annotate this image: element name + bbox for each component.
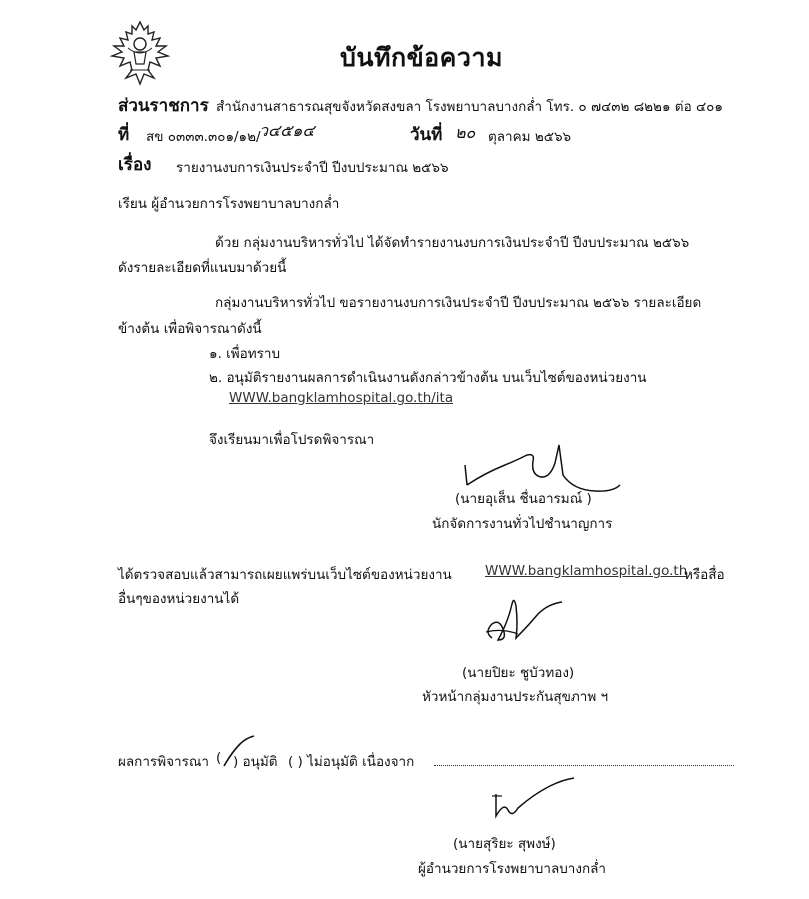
memo-title: บันทึกข้อความ: [340, 43, 503, 72]
decision-label: ผลการพิจารณา: [118, 754, 209, 770]
date-label: วันที่: [410, 125, 443, 145]
signer1-name: (นายอุเส็น ชื่นอารมณ์ ): [455, 491, 592, 507]
date-day: ๒๐: [455, 123, 476, 142]
closing-line: จึงเรียนมาเพื่อโปรดพิจารณา: [209, 432, 375, 448]
signer3-name: (นายสุริยะ สุพงษ์): [453, 836, 556, 852]
subject-label: เรื่อง: [118, 155, 152, 175]
reject-option: ( ) ไม่อนุมัติ เนื่องจาก: [288, 754, 415, 770]
website-link[interactable]: WWW.bangklamhospital.go.th: [485, 563, 688, 579]
para1-line2: ดังรายละเอียดที่แนบมาด้วยนี้: [118, 260, 287, 276]
signer2-position: หัวหน้ากลุ่มงานประกันสุขภาพ ฯ: [422, 689, 609, 705]
ita-url-link[interactable]: WWW.bangklamhospital.go.th/ita: [229, 390, 454, 406]
reason-dotted-line[interactable]: [434, 764, 734, 766]
signer1-position: นักจัดการงานทั่วไปชำนาญการ: [432, 516, 613, 532]
list-item-2: ๒. อนุมัติรายงานผลการดำเนินงานดังกล่าวข้างต้น บนเว็บไซต์ของหน่วยงาน: [209, 370, 647, 386]
dept-value: สำนักงานสาธารณสุขจังหวัดสงขลา โรงพยาบาลบางกล่ำ โทร. ๐ ๗๔๓๒ ๘๒๒๑ ต่อ ๔๐๑: [216, 99, 723, 115]
date-rest: ตุลาคม ๒๕๖๖: [488, 129, 572, 145]
signature-3-icon: [478, 772, 578, 827]
approve-option: ) อนุมัติ: [233, 754, 278, 770]
signature-2-icon: [478, 592, 568, 652]
signer3-position: ผู้อำนวยการโรงพยาบาลบางกล่ำ: [418, 861, 606, 877]
ref-handwritten-number: ว๔๕๑๔: [259, 121, 315, 140]
para2-line1: กลุ่มงานบริหารทั่วไป ขอรายงานงบการเงินประจำปี ปีงบประมาณ ๒๕๖๖ รายละเอียด: [215, 295, 702, 311]
para2-line2: ข้างต้น เพื่อพิจารณาดังนี้: [118, 321, 262, 337]
list-item-1: ๑. เพื่อทราบ: [209, 346, 281, 362]
dept-label: ส่วนราชการ: [118, 96, 209, 116]
garuda-emblem-icon: [108, 18, 172, 88]
ref-value: สข ๐๓๓๓.๓๐๑/๑๒/: [146, 129, 261, 145]
verify-line1-text: ได้ตรวจสอบแล้วสามารถเผยแพร่บนเว็บไซต์ของหน่วยงาน: [118, 567, 452, 583]
subject-value: รายงานงบการเงินประจำปี ปีงบประมาณ ๒๕๖๖: [176, 160, 449, 176]
to-line: เรียน ผู้อำนวยการโรงพยาบาลบางกล่ำ: [118, 196, 340, 212]
para1-line1: ด้วย กลุ่มงานบริหารทั่วไป ได้จัดทำรายงานงบการเงินประจำปี ปีงบประมาณ ๒๕๖๖: [215, 235, 690, 251]
verify-line1-tail: หรือสื่อ: [684, 567, 725, 583]
ref-label: ที่: [118, 125, 130, 145]
signer2-name: (นายปิยะ ชูบัวทอง): [462, 665, 575, 681]
approve-open-paren: (: [216, 750, 222, 766]
verify-line2: อื่นๆของหน่วยงานได้: [118, 591, 240, 607]
